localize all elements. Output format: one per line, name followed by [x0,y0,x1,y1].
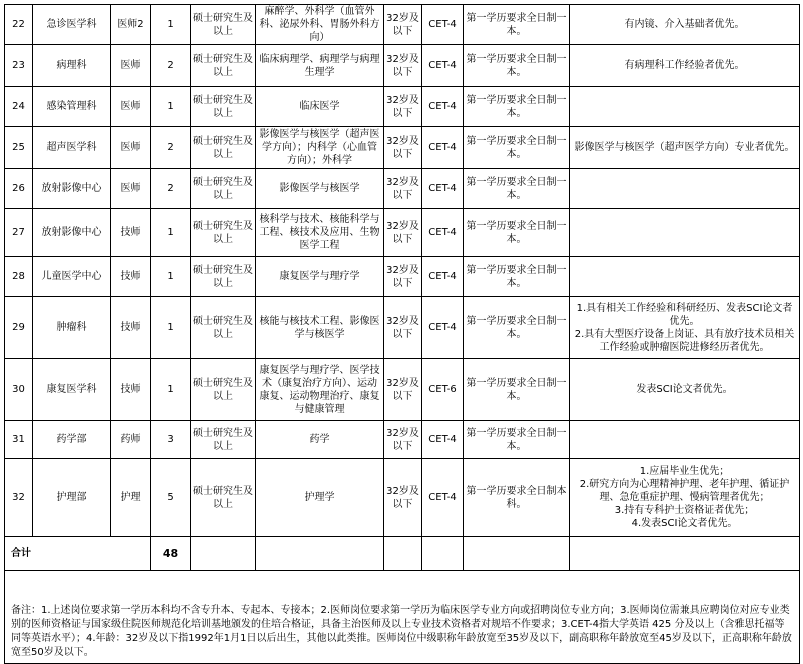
remark-cell [570,5,800,45]
first-degree-cell: 第一学历要求全日制一本。 [464,359,570,421]
age-limit-cell: 32岁及以下 [384,459,422,537]
post-type-cell: 医师 [111,169,151,209]
remark-line: 影像医学与核医学（超声医学方向）专业者优先。 [574,142,795,153]
total-label: 合计 [5,537,151,571]
total-row [5,537,800,571]
row-number-cell: 23 [5,45,33,87]
post-type-cell: 技师 [111,297,151,359]
education-cell: 硕士研究生及以上 [191,169,256,209]
headcount-cell: 1 [151,359,191,421]
first-degree-cell: 第一学历要求全日制一本。 [464,127,570,169]
total-value: 48 [151,537,191,571]
remark-cell [570,209,800,257]
remark-cell [570,87,800,127]
department-cell: 肿瘤科 [33,297,111,359]
remark-cell [570,127,800,169]
age-limit-cell: 32岁及以下 [384,257,422,297]
education-cell: 硕士研究生及以上 [191,5,256,45]
row-number-cell: 32 [5,459,33,537]
department-cell: 康复医学科 [33,359,111,421]
recruitment-table [4,4,800,664]
education-cell: 硕士研究生及以上 [191,297,256,359]
english-level-cell: CET-4 [422,421,464,459]
headcount-cell: 2 [151,169,191,209]
age-limit-cell: 32岁及以下 [384,421,422,459]
education-cell: 硕士研究生及以上 [191,45,256,87]
department-cell: 护理部 [33,459,111,537]
first-degree-cell: 第一学历要求全日制一本。 [464,297,570,359]
headcount-cell: 1 [151,87,191,127]
first-degree-cell: 第一学历要求全日制一本。 [464,209,570,257]
row-number-cell: 26 [5,169,33,209]
table-row [5,359,800,421]
remark-cell [570,297,800,359]
first-degree-cell: 第一学历要求全日制一本。 [464,421,570,459]
headcount-cell: 5 [151,459,191,537]
education-cell: 硕士研究生及以上 [191,257,256,297]
row-number-cell: 27 [5,209,33,257]
major-cell: 临床病理学、病理学与病理生理学 [256,45,384,87]
english-level-cell: CET-4 [422,169,464,209]
remark-line: 3.持有专科护士资格证者优先； [614,505,755,516]
department-cell: 放射影像中心 [33,169,111,209]
remark-line: 发表SCI论文者优先。 [636,384,733,395]
table-row [5,209,800,257]
department-cell: 急诊医学科 [33,5,111,45]
english-level-cell: CET-4 [422,87,464,127]
table-row [5,257,800,297]
row-number-cell: 29 [5,297,33,359]
first-degree-cell: 第一学历要求全日制一本。 [464,169,570,209]
first-degree-cell: 第一学历要求全日制本科。 [464,459,570,537]
education-cell: 硕士研究生及以上 [191,459,256,537]
headcount-cell: 1 [151,209,191,257]
table-row [5,45,800,87]
empty-cell [570,537,800,571]
department-cell: 病理科 [33,45,111,87]
headcount-cell: 1 [151,257,191,297]
major-cell: 麻醉学、外科学（血管外科、泌尿外科、胃肠外科方向） [256,5,384,45]
major-cell: 临床医学 [256,87,384,127]
department-cell: 儿童医学中心 [33,257,111,297]
row-number-cell: 31 [5,421,33,459]
education-cell: 硕士研究生及以上 [191,421,256,459]
remark-cell [570,45,800,87]
remark-line: 有内镜、介入基础者优先。 [624,19,745,30]
english-level-cell: CET-4 [422,257,464,297]
remark-cell [570,421,800,459]
remark-cell [570,257,800,297]
english-level-cell: CET-4 [422,127,464,169]
table-row [5,421,800,459]
education-cell: 硕士研究生及以上 [191,359,256,421]
empty-cell [422,537,464,571]
headcount-cell: 1 [151,5,191,45]
age-limit-cell: 32岁及以下 [384,127,422,169]
headcount-cell: 3 [151,421,191,459]
major-cell: 影像医学与核医学 [256,169,384,209]
major-cell: 药学 [256,421,384,459]
department-cell: 药学部 [33,421,111,459]
post-type-cell: 医师2 [111,5,151,45]
remarks-note: 备注：1.上述岗位要求第一学历本科均不含专升本、专起本、专接本；2.医师岗位要求第一学历为临床医学专业方向或招聘岗位专业方向；3.医师岗位需兼具应聘岗位对应专业类别的医师资格证与国家级住院医师规范化培训基地颁发的住培合格证，具备主治医师及以上专业技术资格者对规培不作要求；3.CET-4指大学英语 425 分及以上（含雅思托福等同等英语水平）；4.年龄：32岁及以下指1992年1月1日以后出生，其他以此类推。医师岗位中级职称年龄放宽至35岁及以下，副高职称年龄放宽至45岁及以下，正高职称年龄放宽至50岁及以下。 [5,601,800,664]
remark-line: 4.发表SCI论文者优先。 [631,518,738,529]
department-cell: 感染管理科 [33,87,111,127]
row-number-cell: 30 [5,359,33,421]
empty-cell [384,537,422,571]
notes-text-row [5,601,800,664]
empty-cell [191,537,256,571]
post-type-cell: 药师 [111,421,151,459]
age-limit-cell: 32岁及以下 [384,359,422,421]
remark-cell [570,359,800,421]
first-degree-cell: 第一学历要求全日制一本。 [464,87,570,127]
spacer-cell [5,571,800,602]
first-degree-cell: 第一学历要求全日制一本。 [464,45,570,87]
remark-line: 2.具有大型医疗设备上岗证、具有放疗技术员相关工作经验或肿瘤医院进修经历者优先。 [574,328,795,353]
department-cell: 放射影像中心 [33,209,111,257]
first-degree-cell: 第一学历要求全日制一本。 [464,5,570,45]
post-type-cell: 医师 [111,45,151,87]
post-type-cell: 技师 [111,209,151,257]
table-row [5,87,800,127]
first-degree-cell: 第一学历要求全日制一本。 [464,257,570,297]
english-level-cell: CET-4 [422,45,464,87]
age-limit-cell: 32岁及以下 [384,45,422,87]
notes-row [5,571,800,602]
education-cell: 硕士研究生及以上 [191,87,256,127]
english-level-cell: CET-6 [422,359,464,421]
english-level-cell: CET-4 [422,5,464,45]
age-limit-cell: 32岁及以下 [384,5,422,45]
major-cell: 核能与核技术工程、影像医学与核医学 [256,297,384,359]
table-row [5,459,800,537]
empty-cell [464,537,570,571]
major-cell: 护理学 [256,459,384,537]
remark-cell [570,169,800,209]
table-row [5,127,800,169]
row-number-cell: 24 [5,87,33,127]
headcount-cell: 1 [151,297,191,359]
english-level-cell: CET-4 [422,459,464,537]
remark-line: 1.应届毕业生优先； [639,466,730,477]
age-limit-cell: 32岁及以下 [384,297,422,359]
headcount-cell: 2 [151,45,191,87]
major-cell: 影像医学与核医学（超声医学方向）；内科学（心血管方向）；外科学 [256,127,384,169]
english-level-cell: CET-4 [422,297,464,359]
post-type-cell: 技师 [111,359,151,421]
english-level-cell: CET-4 [422,209,464,257]
remark-line: 有病理科工作经验者优先。 [624,60,745,71]
remark-line: 2.研究方向为心理精神护理、老年护理、循证护理、急危重症护理、慢病管理者优先； [579,479,790,503]
major-cell: 核科学与技术、核能科学与工程、核技术及应用、生物医学工程 [256,209,384,257]
age-limit-cell: 32岁及以下 [384,87,422,127]
headcount-cell: 2 [151,127,191,169]
age-limit-cell: 32岁及以下 [384,209,422,257]
major-cell: 康复医学与理疗学 [256,257,384,297]
post-type-cell: 护理 [111,459,151,537]
row-number-cell: 22 [5,5,33,45]
row-number-cell: 25 [5,127,33,169]
table-row [5,5,800,45]
empty-cell [256,537,384,571]
post-type-cell: 技师 [111,257,151,297]
post-type-cell: 医师 [111,87,151,127]
age-limit-cell: 32岁及以下 [384,169,422,209]
education-cell: 硕士研究生及以上 [191,127,256,169]
table-body [5,5,800,664]
table-row [5,169,800,209]
major-cell: 康复医学与理疗学、医学技术（康复治疗方向）、运动康复、运动物理治疗、康复与健康管理 [256,359,384,421]
department-cell: 超声医学科 [33,127,111,169]
education-cell: 硕士研究生及以上 [191,209,256,257]
remark-cell [570,459,800,537]
row-number-cell: 28 [5,257,33,297]
post-type-cell: 医师 [111,127,151,169]
remark-line: 1.具有相关工作经验和科研经历、发表SCI论文者优先。 [576,302,793,327]
table-row [5,297,800,359]
